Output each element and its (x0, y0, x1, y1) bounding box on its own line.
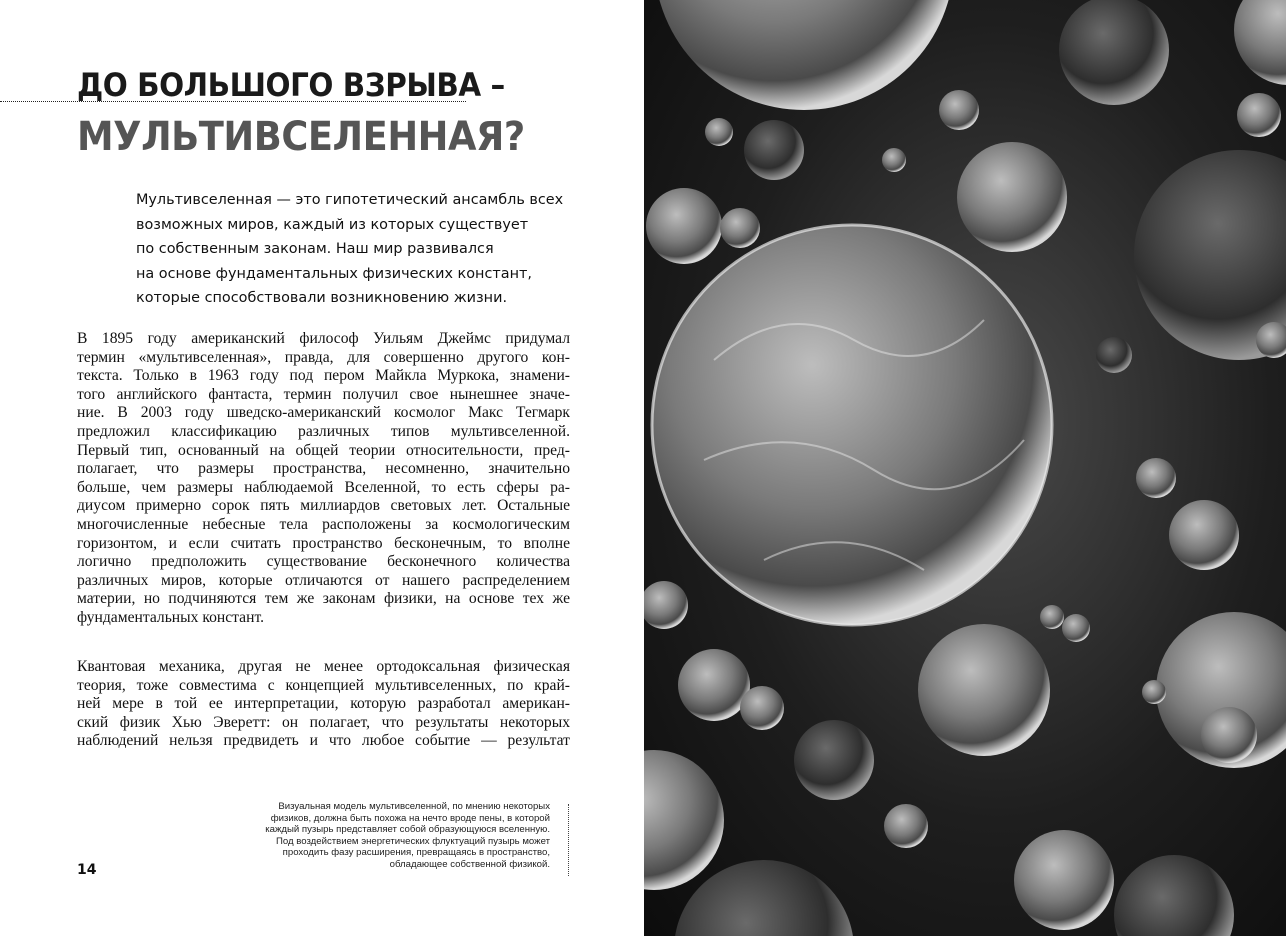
multiverse-bubbles-image (644, 0, 1286, 936)
image-caption (190, 801, 550, 871)
lead-line: Мультивселенная — это гипотетический ансамбль всех (136, 192, 564, 208)
lead-line: на основе фундаментальных физических констант, (136, 265, 532, 282)
body-line: В 1895 году американский философ Уильям Джеймс придумал (77, 330, 570, 347)
body-line: логично предположить существование бесконечного количества (77, 553, 570, 571)
caption-line: Под воздействием энергетических флуктуаций пузырь может (275, 835, 550, 847)
body-line: ние. В 2003 году шведско-американский космолог Макс Тегмарк (77, 404, 570, 422)
page-number: 14 (77, 862, 97, 878)
body-line: ский физик Хью Эверетт: он полагает, что результаты некоторых (77, 713, 570, 731)
body-line: теория, тоже совместима с концепцией мультивселенных, по край- (77, 676, 570, 694)
body-line: того английского фантаста, термин получил свое нынешнее значе- (77, 385, 570, 403)
bubbles-illustration (644, 0, 1286, 936)
lead-line: по собственным законам. Наш мир развивался (136, 241, 494, 257)
body-line: больше, чем размеры наблюдаемой Вселенной, то есть сферы ра- (77, 478, 570, 496)
body-line: различных миров, которые отличаются от нашего распределением (77, 571, 570, 589)
bubble-top-center (654, 0, 954, 110)
lead-paragraph (136, 188, 576, 311)
body-line: многочисленные небесные тела расположены за космологическим (77, 515, 570, 533)
lead-line: которые способствовали возникновению жизни. (136, 290, 508, 306)
body-line: Квантовая механика, другая не менее ортодоксальная физическая (77, 658, 570, 675)
caption-line: проходить фазу расширения, превращаясь в пространство, (282, 847, 550, 859)
title-line-2: МУЛЬТИВСЕЛЕННАЯ? (77, 114, 525, 160)
body-line: Первый тип, основанный на общей теории относительности, пред- (77, 441, 570, 459)
body-line: текста. Только в 1963 году под пером Майкла Муркока, знамени- (77, 367, 570, 385)
body-line: диусом примерно сорок пять миллиардов световых лет. Остальные (77, 497, 570, 515)
caption-line: физиков, должна быть похожа на нечто вроде пены, в которой (270, 812, 550, 824)
bubble-large (652, 225, 1052, 625)
caption-line: Визуальная модель мультивселенной, по мнению некоторых (278, 801, 550, 812)
body-paragraph-1 (77, 330, 570, 628)
body-line: полагает, что размеры пространства, несомненно, значительно (77, 460, 570, 478)
lead-line: возможных миров, каждый из которых существует (136, 216, 529, 233)
caption-line: обладающее собственной физикой. (389, 858, 550, 870)
body-line: термин «мультивселенная», правда, для совершенно другого кон- (77, 348, 570, 366)
body-line: горизонтом, и если считать пространство бесконечным, то вполне (77, 534, 570, 552)
body-line: материи, но подчиняются тем же законам физики, на основе тех же (77, 590, 570, 608)
bubble-top-right (1059, 0, 1286, 105)
title-line-1: ДО БОЛЬШОГО ВЗРЫВА – (77, 66, 505, 104)
body-line: ней мере в той ее интерпретации, которую разработал американ- (77, 695, 570, 713)
caption-dotted-rule (568, 804, 569, 876)
body-line: предложил классификацию различных типов мультивселенной. (77, 422, 570, 440)
caption-line: каждый пузырь представляет собой образующуюся вселенную. (265, 824, 550, 836)
body-line: фундаментальных констант. (77, 608, 264, 626)
body-paragraph-2 (77, 658, 570, 751)
title-dotted-rule (0, 101, 466, 102)
body-line: наблюдений нельзя предвидеть и что любое событие — результат (77, 732, 570, 750)
